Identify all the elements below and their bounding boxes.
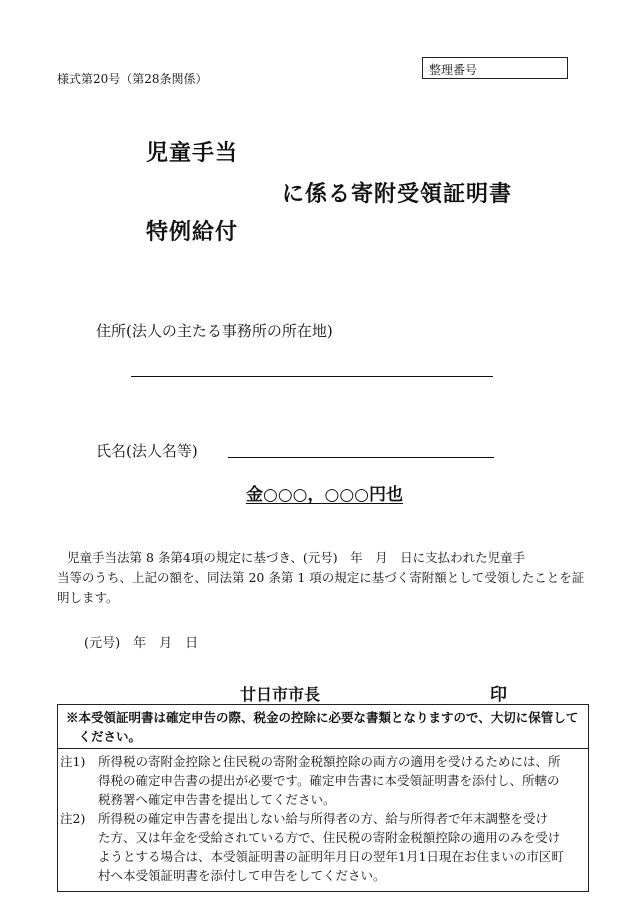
body-line-3: 明します。 xyxy=(57,590,119,605)
address-field-line[interactable] xyxy=(131,376,493,377)
note-1 xyxy=(58,752,588,809)
note-2-mark: 注2) xyxy=(60,811,86,826)
note-1-line: 得税の確定申告書の提出が必要です。確定申告書に本受領証明書を添付し、所轄の xyxy=(98,773,560,788)
reference-number-label: 整理番号 xyxy=(429,63,478,77)
name-field-line[interactable] xyxy=(228,457,494,458)
donation-amount: 金○○○，○○○円也 xyxy=(246,485,404,505)
body-line-1: 児童手当法第 8 条第4項の規定に基づき、(元号) 年 月 日に支払われた児童手 xyxy=(67,550,526,565)
note-1-mark: 注1) xyxy=(60,754,86,769)
note-1-line: 所得税の寄附金控除と住民税の寄附金税額控除の両方の適用を受けるためには、所 xyxy=(98,754,561,769)
warning-line-2: ください。 xyxy=(66,729,142,744)
note-2-line: た方、又は年金を受給されている方で、住民税の寄附金税額控除の適用のみを受け xyxy=(98,830,561,845)
issue-date: (元号) 年 月 日 xyxy=(84,636,199,651)
note-2-line: 所得税の確定申告書を提出しない給与所得者の方、給与所得者で年末調整を受け xyxy=(98,811,549,826)
title-line-1: 児童手当 xyxy=(146,140,239,166)
body-line-2: 当等のうち、上記の額を、同法第 20 条第 1 項の規定に基づく寄附額として受領したことを証 xyxy=(57,570,585,585)
storage-warning xyxy=(58,705,588,749)
seal-mark: 印 xyxy=(490,685,507,705)
name-label: 氏名(法人名等) xyxy=(96,442,198,460)
form-number: 様式第20号（第28条関係） xyxy=(57,72,208,86)
certification-text xyxy=(57,548,587,608)
address-label: 住所(法人の主たる事務所の所在地) xyxy=(96,322,333,340)
notes-box xyxy=(57,704,589,892)
reference-number-box[interactable] xyxy=(422,57,568,79)
note-2-line: ようとする場合は、本受領証明書の証明年月日の翌年1月1日現在お住まいの市区町 xyxy=(98,849,564,864)
note-1-line: 税務署へ確定申告書を提出してください。 xyxy=(98,792,336,807)
title-line-2: に係る寄附受領証明書 xyxy=(282,181,513,207)
note-2-line: 村へ本受領証明書を添付して申告をしてください。 xyxy=(98,868,386,883)
title-line-3: 特例給付 xyxy=(146,219,239,245)
issuer-mayor: 廿日市市長 xyxy=(240,685,321,704)
note-2 xyxy=(58,809,588,885)
warning-line-1: ※本受領証明書は確定申告の際、税金の控除に必要な書類となりますので、大切に保管して xyxy=(66,710,579,725)
